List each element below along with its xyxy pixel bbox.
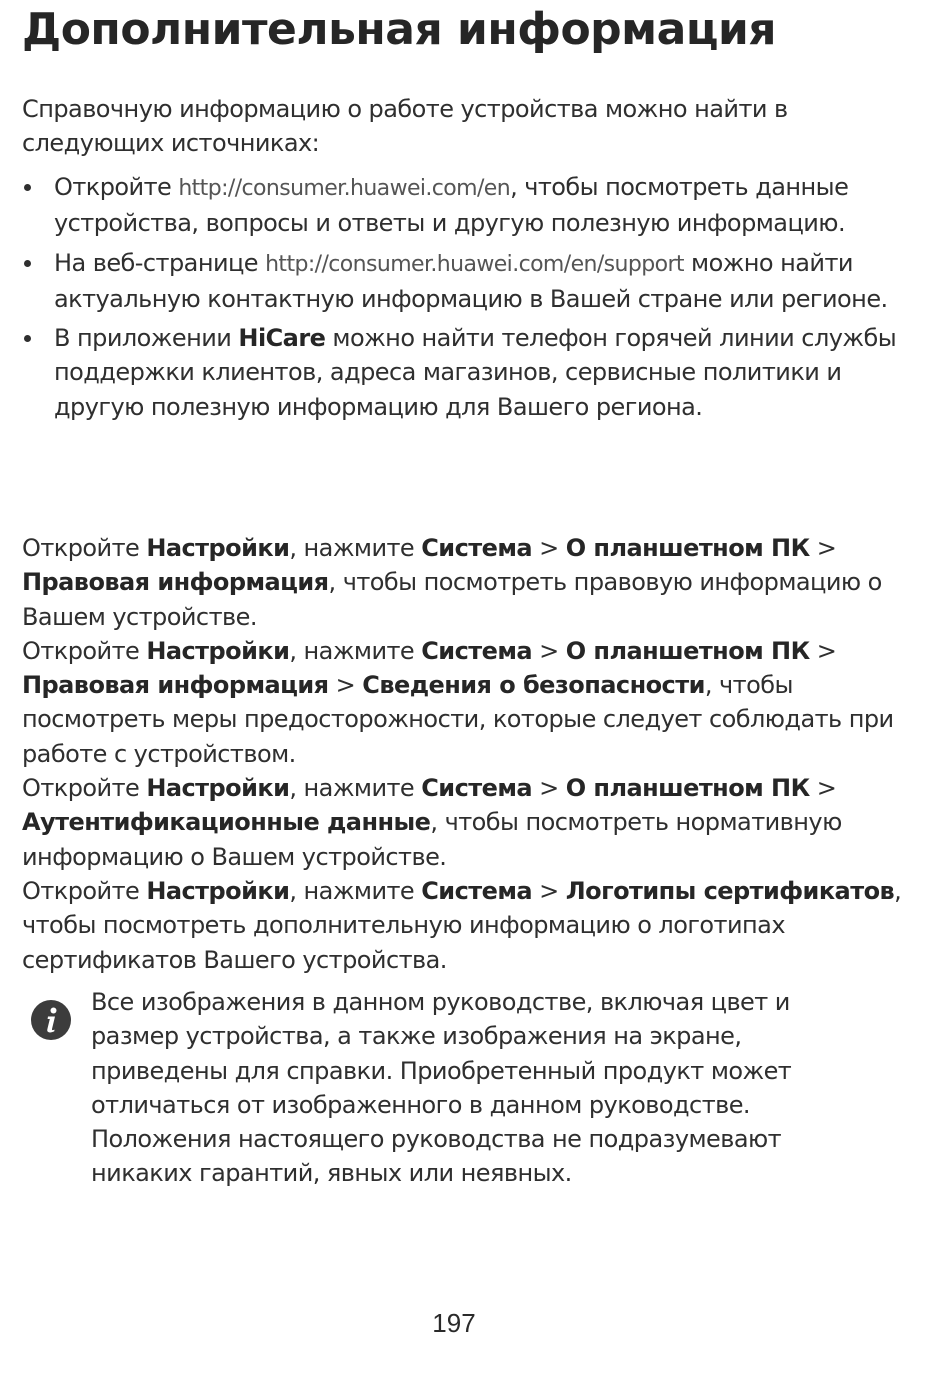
info-icon: [30, 999, 72, 1041]
instructions: [22, 531, 922, 977]
note-text: Все изображения в данном руководстве, включая цвет и размер устройства, а также изображения на экране, приведены для справки. Приобретенный продукт может отличаться от изображенного в данном руководстве. Положения настоящего руководства не подразумевают никаких гарантий, явных или неявных.: [91, 988, 792, 1188]
website-link[interactable]: http://consumer.huawei.com/en: [178, 176, 511, 201]
app-name: HiCare: [238, 324, 326, 353]
bullet-icon: [24, 184, 31, 191]
paragraph-legal-info: Откройте Настройки, нажмите Система > О планшетном ПК > Правовая информация, чтобы посмотреть правовую информацию о Вашем устройстве.: [22, 534, 882, 631]
list-item: Откройте http://consumer.huawei.com/en, чтобы посмотреть данные устройства, вопросы и ответы и другую полезную информацию.: [22, 170, 902, 241]
bullet-icon: [24, 335, 31, 342]
paragraph-auth-info: Откройте Настройки, нажмите Система > О планшетном ПК > Аутентификационные данные, чтобы посмотреть нормативную информацию о Вашем устройстве.: [22, 774, 842, 871]
support-link[interactable]: http://consumer.huawei.com/en/support: [265, 251, 684, 277]
list-item: В приложении HiCare можно найти телефон горячей линии службы поддержки клиентов, адреса магазинов, сервисные политики и другую полезную информацию для Вашего региона.: [22, 321, 902, 424]
paragraph-cert-logos: Откройте Настройки, нажмите Система > Логотипы сертификатов, чтобы посмотреть дополнительную информацию о логотипах сертификатов Вашего устройства.: [22, 876, 902, 974]
note-block: [22, 985, 922, 1191]
bullet-icon: [24, 260, 31, 267]
sources-list: [22, 170, 902, 429]
page-title: Дополнительная информация: [22, 4, 777, 55]
paragraph-safety-info: Откройте Настройки, нажмите Система > О планшетном ПК > Правовая информация > Сведения о безопасности, чтобы посмотреть меры предосторожности, которые следует соблюдать при работе с устройством.: [22, 636, 894, 768]
list-item: На веб-странице http://consumer.huawei.com/en/support можно найти актуальную контактную информацию в Вашей стране или регионе.: [22, 246, 902, 317]
intro-text: Справочную информацию о работе устройства можно найти в следующих источниках:: [22, 95, 788, 158]
page-number: 197: [432, 1308, 476, 1338]
